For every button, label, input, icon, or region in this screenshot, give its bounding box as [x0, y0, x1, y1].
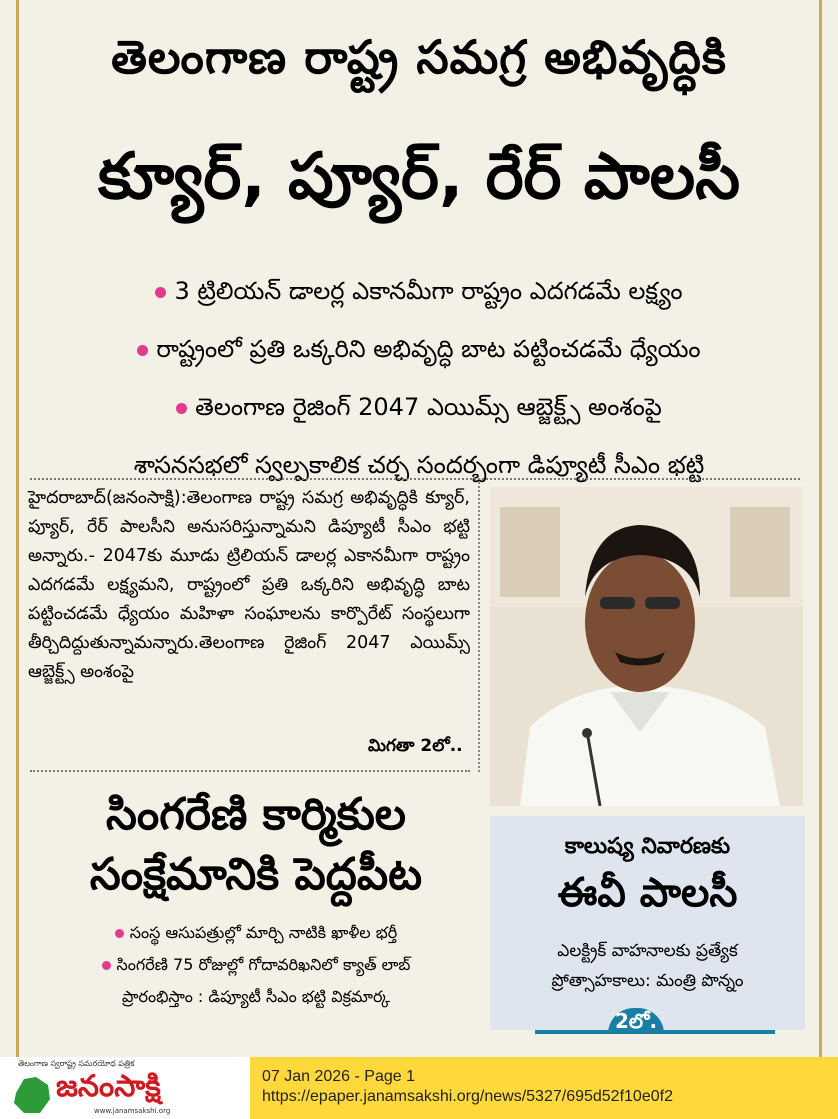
bullet-dot-icon	[176, 403, 187, 414]
deputy-cm-photo	[490, 487, 803, 806]
ev-line2: ప్రోత్సాహకాలు: మంత్రి పొన్నం	[551, 971, 744, 991]
logo-text: జనంసాక్షి	[56, 1069, 161, 1104]
singareni-bullet: సంస్థ ఆసుపత్రుల్లో మార్చి నాటికి ఖాళీల భర్తీ	[30, 917, 482, 949]
telangana-map-icon	[10, 1073, 54, 1117]
divider	[30, 770, 470, 772]
article-body: హైదరాబాద్(జనంసాక్షి):తెలంగాణ రాష్ట్ర సమగ్ర అభివృద్ధికి క్యూర్, ప్యూర్, రేర్ పాలసీని అనుసరిస్తున్నామని డిప్యూటీ సీఎం భట్టి అన్నారు.- 2047కు మూడు ట్రిలియన్ డాలర్ల ఎకానమీగా రాష్ట్రం ఎదగడమే లక్ష్యమని, రాష్ట్రంలో ప్రతి ఒక్కరిని అభివృద్ధి బాట పట్టించడమే ధ్యేయం మహిళా సంఘాలను కార్పొరేట్ సంస్థలుగా తీర్చిదిద్దుతున్నామన్నారు.తెలంగాణ రైజింగ్ 2047 ఎయిమ్స్ ఆబ్జెక్ట్స్ అంశంపై	[28, 488, 470, 682]
ev-policy-box	[490, 816, 805, 1030]
ev-line1: ఎలక్ట్రిక్ వాహనాలకు ప్రత్యేక	[557, 941, 738, 961]
footer-url[interactable]: https://epaper.janamsakshi.org/news/5327/695d52f10e0f2	[262, 1088, 673, 1105]
singareni-story	[30, 785, 482, 1013]
bullet-item: 3 ట్రిలియన్ డాలర్ల ఎకానమీగా రాష్ట్రం ఎదగడమే లక్ష్యం	[30, 262, 808, 320]
continued-link[interactable]: మిగతా 2లో..	[368, 736, 463, 756]
bullet-item: రాష్ట్రంలో ప్రతి ఒక్కరిని అభివృద్ధి బాట పట్టించడమే ధ్యేయం	[30, 320, 808, 378]
logo-tagline: తెలంగాణ స్వరాష్ట్ర సమరయోధ పత్రిక	[18, 1059, 135, 1068]
bullet-dot-icon	[102, 961, 111, 970]
footer-info	[262, 1067, 673, 1107]
headline-line2: క్యూర్, ప్యూర్, రేర్ పాలసీ	[97, 140, 741, 214]
divider	[30, 478, 800, 480]
bullet-dot-icon	[155, 287, 166, 298]
ev-page-badge[interactable]: 2లో.	[608, 1008, 664, 1034]
bullet-item: తెలంగాణ రైజింగ్ 2047 ఎయిమ్స్ ఆబ్జెక్ట్స్ అంశంపై	[30, 378, 808, 436]
bullet-dot-icon	[137, 345, 148, 356]
singareni-last: ప్రారంభిస్తాం : డిప్యూటీ సీఎం భట్టి విక్రమార్క	[121, 987, 391, 1006]
footer-date: 07 Jan 2026 - Page 1	[262, 1068, 416, 1085]
headline-line1: తెలంగాణ రాష్ట్ర సమగ్ర అభివృద్ధికి	[111, 30, 727, 84]
janamsakshi-logo[interactable]	[8, 1059, 248, 1119]
summary-bullets	[30, 262, 808, 494]
singareni-title1: సింగరేణి కార్మికుల	[106, 789, 406, 840]
subline: శాసనసభలో స్వల్పకాలిక చర్చ సందర్భంగా డిప్యూటీ సీఎం భట్టి	[133, 451, 705, 479]
ev-title: ఈవీ పాలసీ	[557, 870, 738, 916]
ev-kicker: కాలుష్య నివారణకు	[564, 834, 731, 859]
singareni-title2: సంక్షేమానికి పెద్దపీట	[89, 849, 423, 900]
singareni-bullet: సింగరేణి 75 రోజుల్లో గోదావరిఖనిలో క్యాత్ లాబ్	[30, 949, 482, 981]
footer	[0, 1057, 838, 1119]
logo-site: www.janamsakshi.org	[94, 1107, 171, 1115]
bullet-dot-icon	[115, 929, 124, 938]
column-divider	[478, 482, 480, 772]
